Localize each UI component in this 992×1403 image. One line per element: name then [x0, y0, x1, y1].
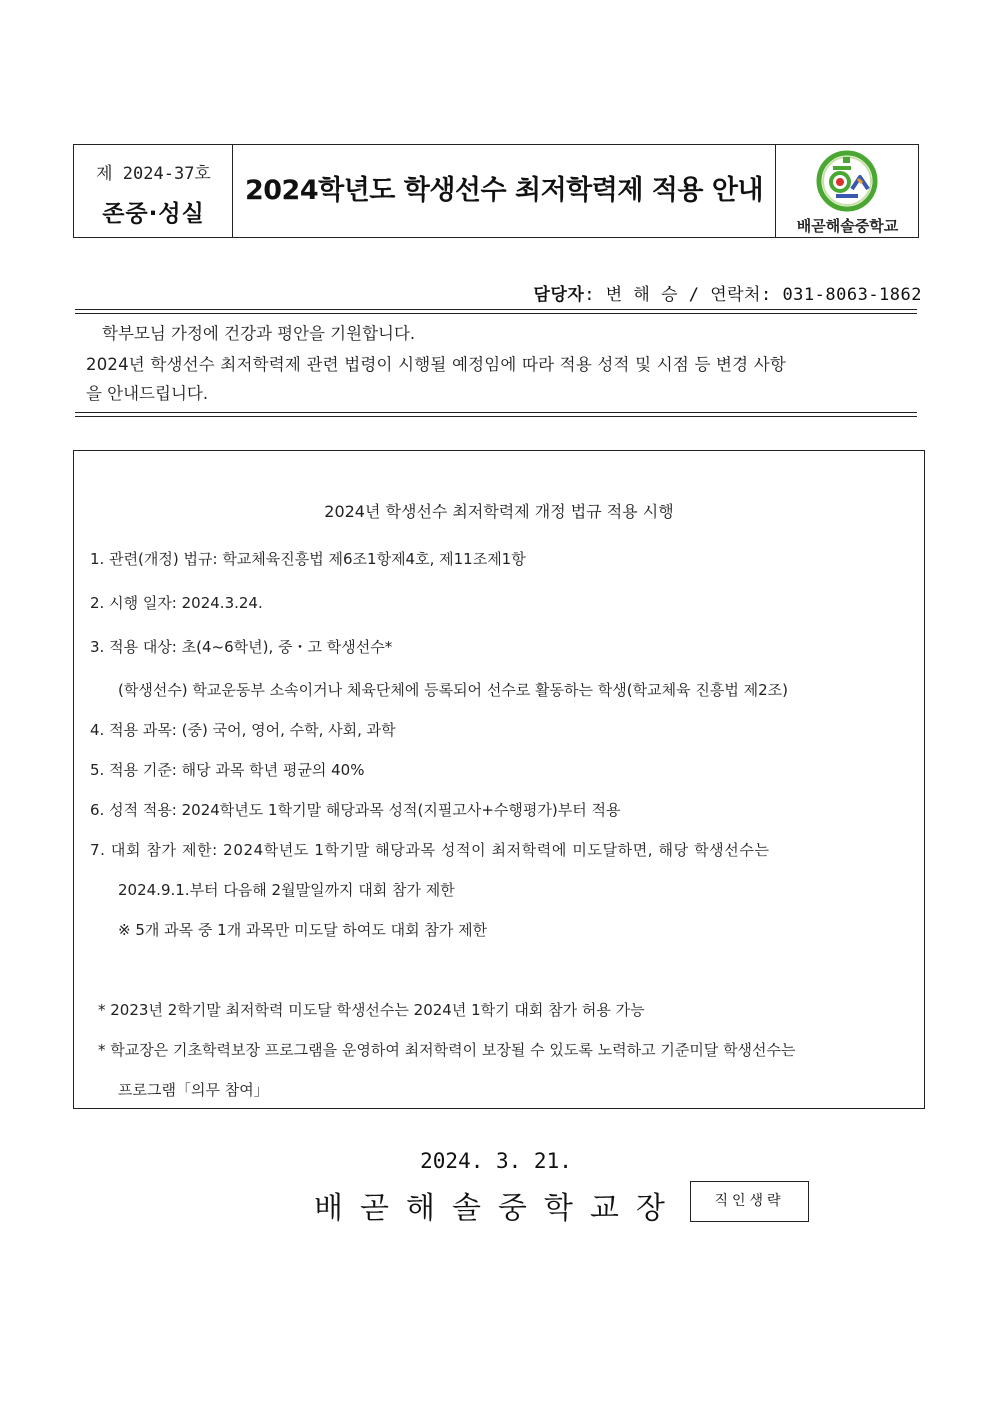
notice-item-3: 3. 적용 대상: 초(4~6학년), 중・고 학생선수*: [90, 638, 393, 656]
notice-footnote-2-continued: 프로그램「의무 참여」: [118, 1081, 269, 1099]
notice-item-7-note: ※ 5개 과목 중 1개 과목만 미도달 하여도 대회 참가 제한: [118, 921, 488, 939]
header-left-cell: [74, 145, 233, 237]
divider-bottom: [75, 412, 917, 417]
contact-line: [534, 280, 922, 305]
school-logo-icon: [814, 149, 880, 213]
notice-item-6: 6. 성적 적용: 2024학년도 1학기말 해당과목 성적(지필고사+수행평가)부터 적용: [90, 801, 621, 819]
intro-line-2: 2024년 학생선수 최저학력제 관련 법령이 시행될 예정임에 따라 적용 성적 및 시점 등 변경 사항: [86, 355, 787, 374]
intro-line-1: 학부모님 가정에 건강과 평안을 기원합니다.: [102, 324, 416, 343]
notice-item-7: 7. 대회 참가 제한: 2024학년도 1학기말 해당과목 성적이 최저학력에 미도달하면, 해당 학생선수는: [90, 841, 770, 859]
seal-omitted-box: 직인생략: [690, 1181, 809, 1222]
notice-item-5: 5. 적용 기준: 해당 과목 학년 평균의 40%: [90, 761, 365, 779]
notice-item-1: 1. 관련(개정) 법규: 학교체육진흥법 제6조1항제4호, 제11조제1항: [90, 550, 526, 568]
contact-label: 담당자: [533, 285, 585, 305]
document-header: [73, 144, 919, 238]
notice-item-2: 2. 시행 일자: 2024.3.24.: [90, 594, 263, 612]
document-title: 2024학년도 학생선수 최저학력제 적용 안내: [244, 175, 764, 206]
school-logo-name: 배곧해솔중학교: [796, 217, 899, 235]
divider-top: [75, 309, 917, 314]
header-logo-cell: [775, 145, 918, 237]
notice-item-7-continued: 2024.9.1.부터 다음해 2월말일까지 대회 참가 제한: [118, 881, 455, 899]
notice-item-4: 4. 적용 과목: (중) 국어, 영어, 수학, 사회, 과학: [90, 721, 396, 739]
intro-line-3: 을 안내드립니다.: [86, 384, 209, 403]
notice-title: 2024년 학생선수 최저학력제 개정 법규 적용 시행: [324, 502, 674, 521]
notice-box: [73, 450, 925, 1109]
notice-footnote-2: * 학교장은 기초학력보장 프로그램을 운영하여 최저학력이 보장될 수 있도록 노력하고 기준미달 학생선수는: [98, 1041, 796, 1059]
notice-footnote-1: * 2023년 2학기말 최저학력 미도달 학생선수는 2024년 1학기 대회 참가 허용 가능: [98, 1001, 645, 1019]
school-motto: 존중·성실: [102, 201, 205, 227]
principal-signature: 배곧해솔중학교장: [314, 1191, 682, 1226]
contact-details: : 변 해 승 / 연락처: 031-8063-1862: [584, 285, 922, 305]
notice-item-3-definition: (학생선수) 학교운동부 소속이거나 체육단체에 등록되어 선수로 활동하는 학생(학교체육 진흥법 제2조): [118, 681, 788, 699]
issue-date: 2024. 3. 21.: [420, 1149, 572, 1173]
document-number: 제 2024-37호: [96, 164, 211, 184]
